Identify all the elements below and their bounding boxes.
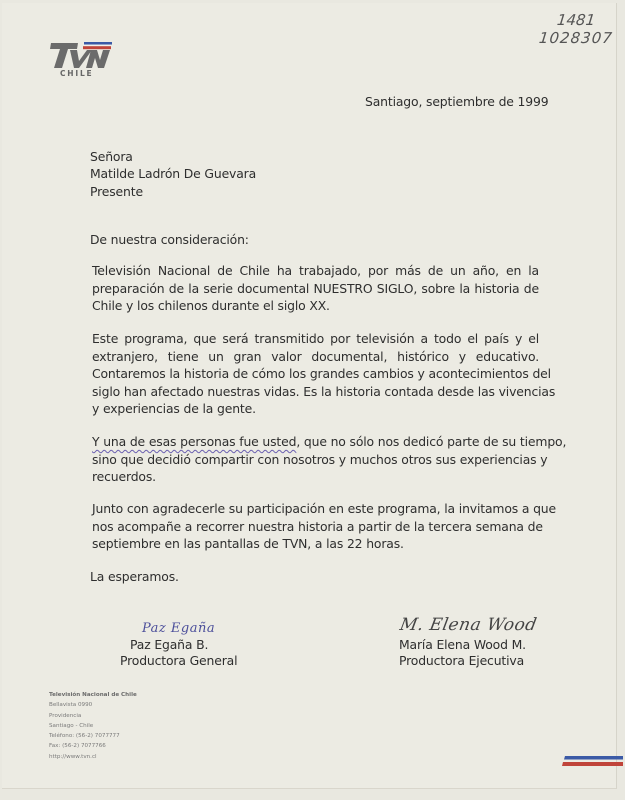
paragraph-line: Contaremos la historia de cómo los grandes cambios y acontecimientos del xyxy=(92,366,551,381)
logo-subtext: CHILE xyxy=(60,69,94,78)
logo-flag-blue-stripe xyxy=(84,42,112,45)
paragraph-line: extranjero, tiene un gran valor documental, histórico y educativo. xyxy=(92,348,539,364)
logo-flag-white-stripe xyxy=(84,45,112,47)
paragraph-1 xyxy=(92,262,539,315)
logo-flag-red-stripe xyxy=(83,46,111,49)
recipient-title: Señora xyxy=(90,149,133,164)
footer-address: Bellavista 0990 xyxy=(49,702,93,709)
stripe-blue xyxy=(564,756,623,760)
paragraph-line: Televisión Nacional de Chile ha trabajado, por más de un año, en la xyxy=(92,263,539,278)
footer-fax: Fax: (56-2) 7077766 xyxy=(49,743,106,750)
date-line: Santiago, septiembre de 1999 xyxy=(365,94,549,109)
paragraph-4 xyxy=(92,500,556,553)
paragraph-line: y experiencias de la gente. xyxy=(92,401,256,416)
signatory-left-name: Paz Egaña B. xyxy=(130,637,209,652)
signatory-left-title: Productora General xyxy=(120,653,238,668)
paragraph-line: preparación de la serie documental NUESTRO SIGLO, sobre la historia de xyxy=(92,280,539,296)
recipient-name: Matilde Ladrón De Guevara xyxy=(90,166,257,181)
paragraph-line: septiembre en las pantallas de TVN, a las 22 horas. xyxy=(92,536,404,551)
paragraph-line-rest: , que no sólo nos dedicó parte de su tiempo, xyxy=(296,434,567,449)
signatory-right-title: Productora Ejecutiva xyxy=(399,653,525,668)
handwritten-underline-highlight: Y una de esas personas fue usted xyxy=(92,434,297,449)
signature-left-handwritten: Paz Egaña xyxy=(142,621,216,636)
footer-city: Santiago - Chile xyxy=(49,722,94,729)
stripe-red xyxy=(562,762,623,766)
archive-mark-2: 1028307 xyxy=(538,29,614,47)
greeting: De nuestra consideración: xyxy=(90,232,249,247)
closing: La esperamos. xyxy=(90,569,179,584)
footer-district: Providencia xyxy=(49,712,82,719)
footer-phone: Teléfono: (56-2) 7077777 xyxy=(49,733,120,740)
recipient-presente: Presente xyxy=(90,184,143,199)
letterhead-footer xyxy=(49,690,137,762)
signature-right-handwritten: M. Elena Wood xyxy=(398,615,539,635)
signatory-right-name: María Elena Wood M. xyxy=(399,637,526,652)
flag-stripes-decoration xyxy=(562,756,623,768)
footer-website: http://www.tvn.cl xyxy=(49,753,97,760)
paragraph-line: siglo han afectado nuestras vidas. Es la historia contada desde las vivencias xyxy=(92,383,556,399)
footer-org: Televisión Nacional de Chile xyxy=(49,692,137,698)
paragraph-line: recuerdos. xyxy=(92,469,156,484)
paragraph-3 xyxy=(92,433,567,486)
archive-mark-1: 1481 xyxy=(556,11,597,29)
paragraph-line: nos acompañe a recorrer nuestra historia a partir de la tercera semana de xyxy=(92,518,543,534)
paragraph-line xyxy=(92,433,567,451)
paragraph-line: Este programa, que será transmitido por televisión a todo el país y el xyxy=(92,331,539,346)
paragraph-line: Chile y los chilenos durante el siglo XX. xyxy=(92,298,330,313)
paragraph-line: sino que decidió compartir con nosotros y muchos otros sus experiencias y xyxy=(92,451,548,467)
letter-page xyxy=(2,3,617,789)
paragraph-line: Junto con agradecerle su participación en este programa, la invitamos a que xyxy=(92,501,556,516)
paragraph-2 xyxy=(92,330,556,418)
